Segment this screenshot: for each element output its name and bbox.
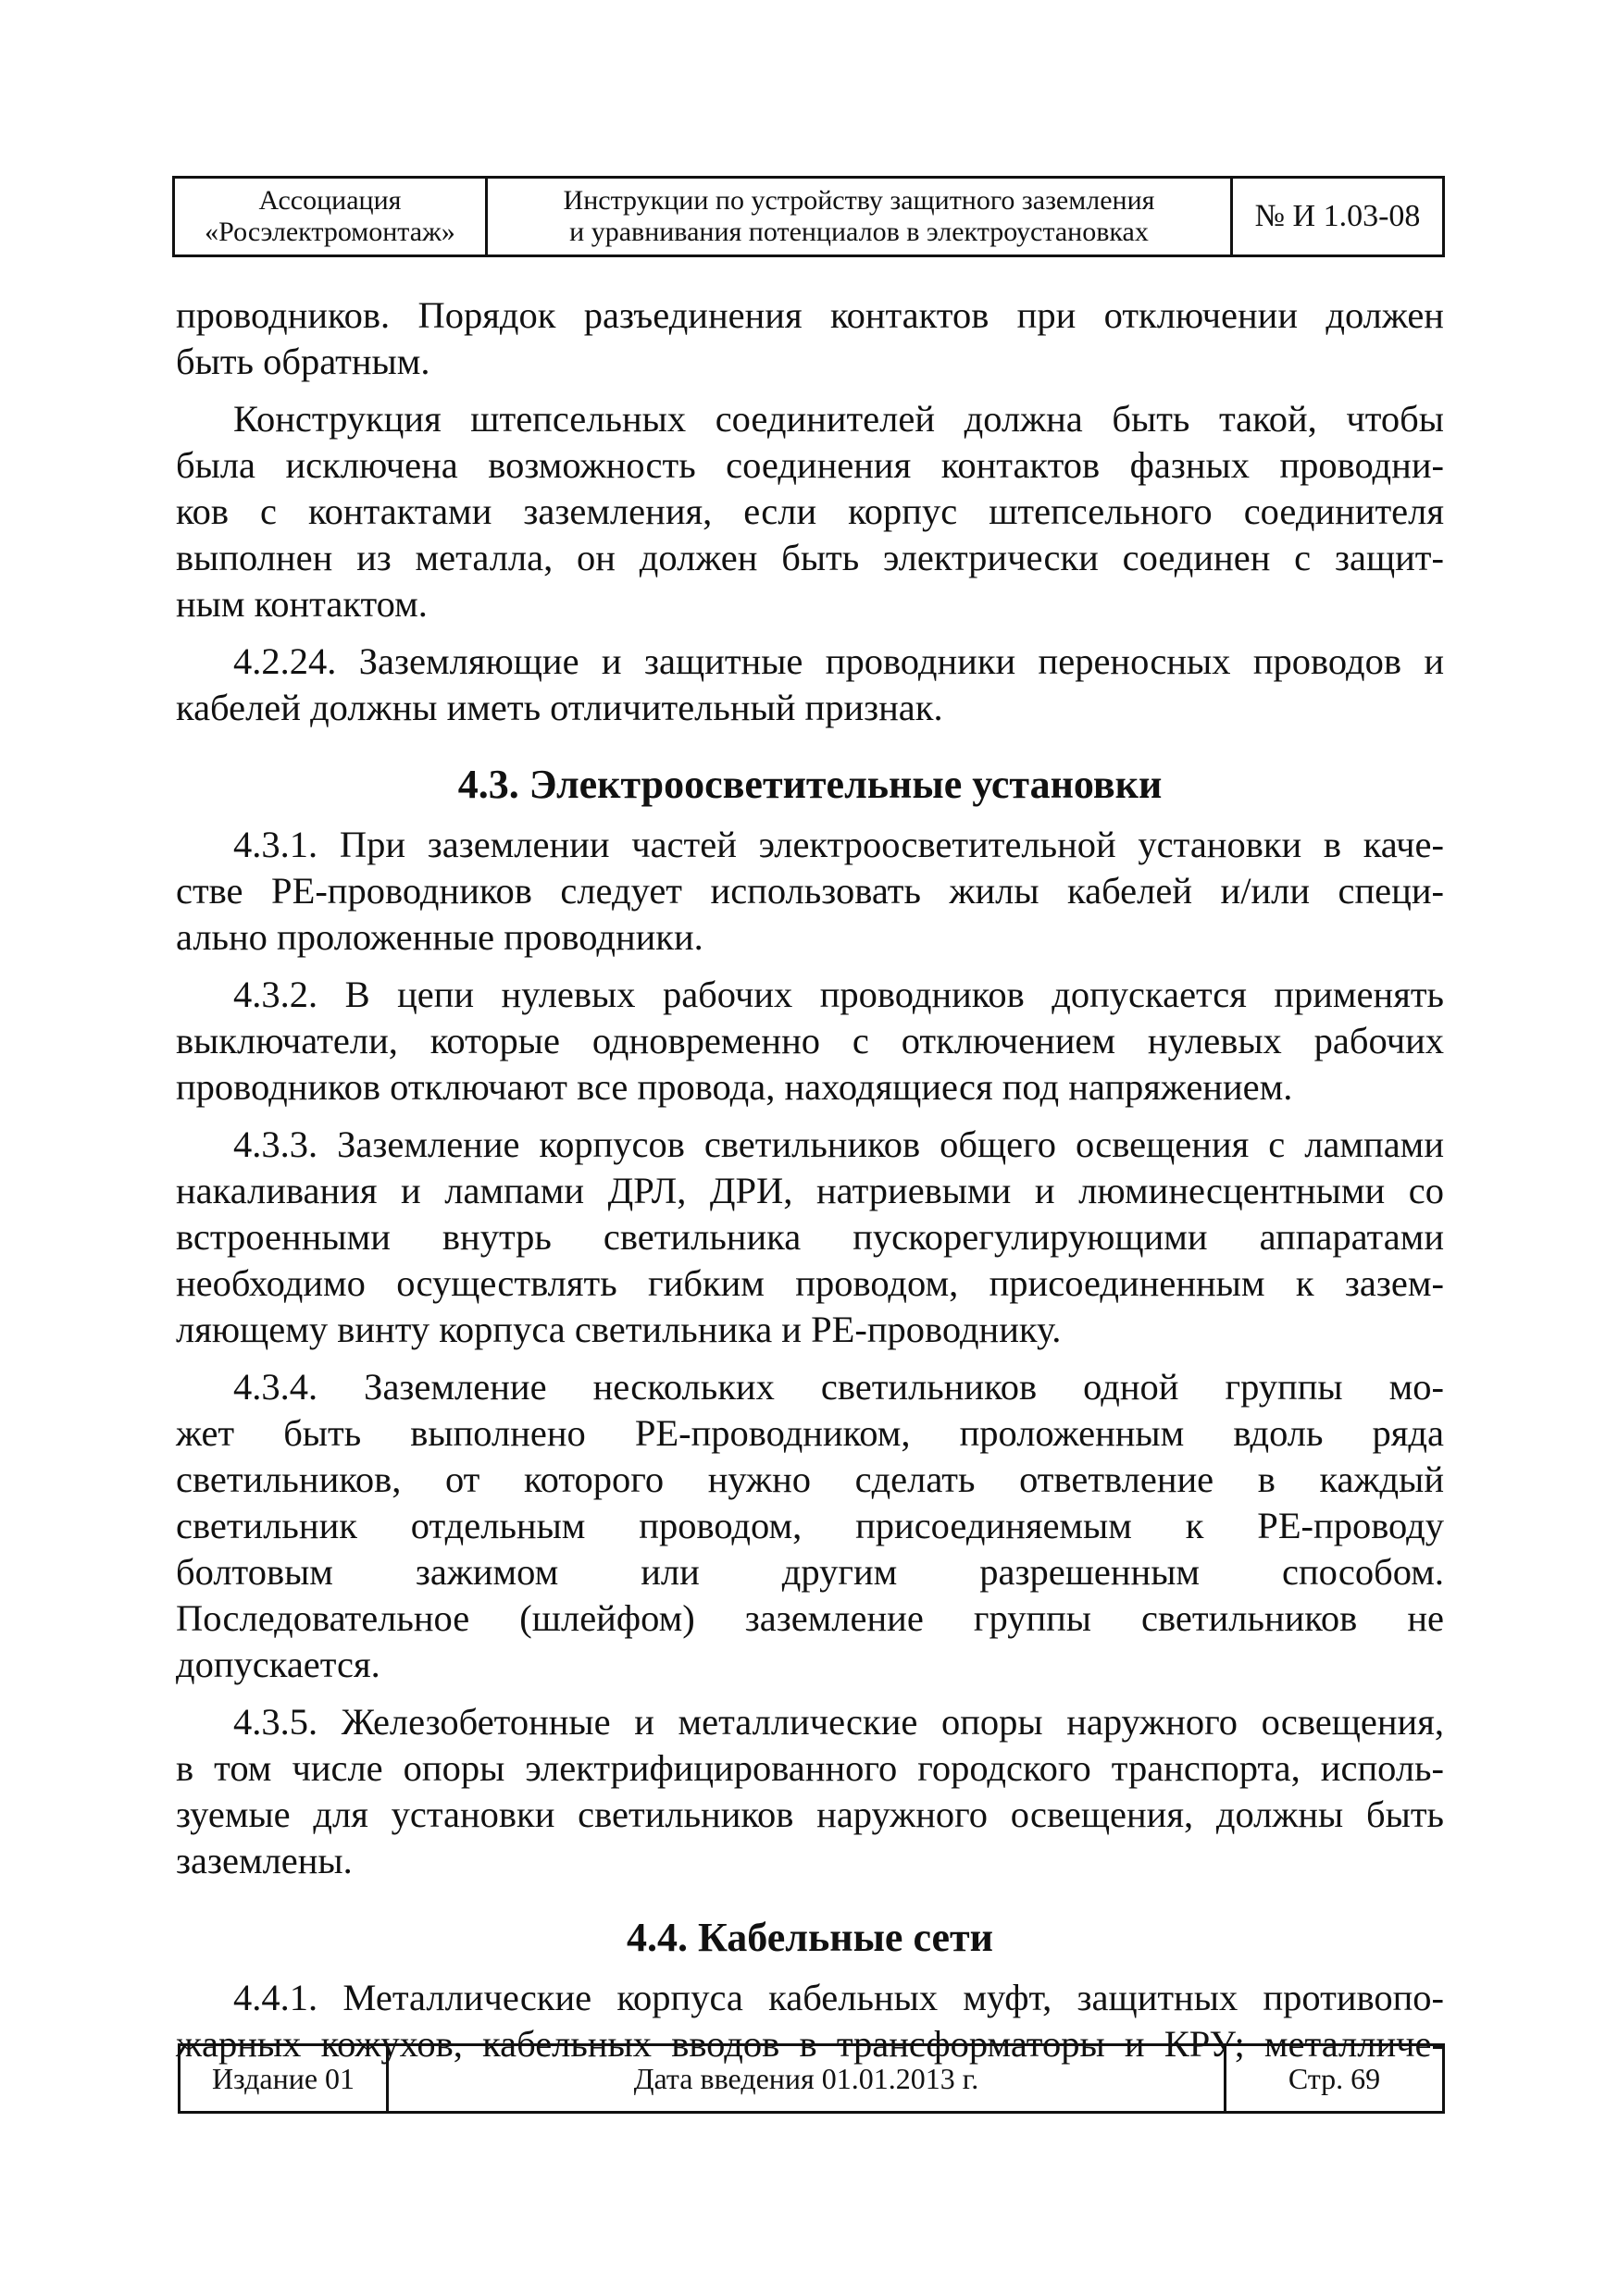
text-line: ным контактом. — [176, 583, 428, 625]
text-line: необходимо осуществлять гибким проводом, присоединенным к зазем- — [176, 1262, 1444, 1304]
text-line: ляющему винту корпуса светильника и PE-проводнику. — [176, 1309, 1062, 1350]
text-line: кабелей должны иметь отличительный признак. — [176, 687, 943, 728]
footer-table — [178, 2043, 1445, 2114]
header-document-title — [488, 179, 1233, 254]
text-line: ков с контактами заземления, если корпус штепсельного соединителя — [176, 490, 1444, 532]
paragraph-4-3-2 — [176, 972, 1444, 1111]
header-title-line2: и уравнивания потенциалов в электроустановках — [569, 217, 1149, 247]
paragraph-4-3-4 — [176, 1364, 1444, 1688]
header-organization — [175, 179, 488, 254]
document-body — [176, 292, 1444, 2067]
text-line: Конструкция штепсельных соединителей должна быть такой, чтобы — [233, 398, 1444, 440]
paragraph-plug-connectors — [176, 396, 1444, 627]
text-line: выполнен из металла, он должен быть электрически соединен с защит- — [176, 537, 1444, 578]
text-line: ально проложенные проводники. — [176, 916, 703, 958]
text-line: зуемые для установки светильников наружного освещения, должны быть — [176, 1793, 1444, 1835]
text-line: 4.3.1. При заземлении частей электроосветительной установки в каче- — [233, 824, 1444, 865]
text-line: встроенными внутрь светильника пускорегулирующими аппаратами — [176, 1216, 1444, 1258]
text-line: допускается. — [176, 1644, 380, 1685]
text-line: жарных кожухов, кабельных вводов в трансформаторы и КРУ; металличе- — [176, 2023, 1444, 2065]
section-heading-4-4: 4.4. Кабельные сети — [626, 1915, 994, 1960]
text-line: жет быть выполнено PE-проводником, проложенным вдоль ряда — [176, 1412, 1444, 1454]
text-line: болтовым зажимом или другим разрешенным способом. — [176, 1551, 1444, 1593]
text-line: заземлены. — [176, 1840, 353, 1881]
paragraph-4-2-24 — [176, 639, 1444, 731]
header-org-line2: «Росэлектромонтаж» — [205, 217, 455, 247]
text-line: 4.3.5. Железобетонные и металлические опоры наружного освещения, — [233, 1701, 1444, 1743]
paragraph-4-3-1 — [176, 822, 1444, 961]
header-table — [172, 176, 1445, 257]
text-line: светильников, от которого нужно сделать ответвление в каждый — [176, 1458, 1444, 1500]
text-line: 4.3.4. Заземление нескольких светильников одной группы мо- — [233, 1366, 1444, 1408]
section-heading-4-3: 4.3. Электроосветительные установки — [457, 762, 1163, 807]
text-line: выключатели, которые одновременно с отключением нулевых рабочих — [176, 1020, 1444, 1061]
header-document-code — [1233, 179, 1442, 254]
text-line: быть обратным. — [176, 341, 430, 382]
text-line: проводников отключают все провода, находящиеся под напряжением. — [176, 1066, 1293, 1108]
text-line: 4.4.1. Металлические корпуса кабельных муфт, защитных противопо- — [233, 1977, 1444, 2018]
footer-edition: Издание 01 — [180, 2046, 389, 2111]
document-code: № И 1.03-08 — [1254, 199, 1421, 233]
text-line: проводников. Порядок разъединения контактов при отключении должен — [176, 294, 1444, 336]
text-line: Последовательное (шлейфом) заземление группы светильников не — [176, 1597, 1444, 1639]
text-line: была исключена возможность соединения контактов фазных проводни- — [176, 444, 1444, 486]
header-org-line1: Ассоциация — [258, 185, 402, 216]
paragraph-4-3-5 — [176, 1699, 1444, 1884]
text-line: накаливания и лампами ДРЛ, ДРИ, натриевыми и люминесцентными со — [176, 1170, 1444, 1211]
paragraph-continuation — [176, 292, 1444, 385]
text-line: 4.3.2. В цепи нулевых рабочих проводников допускается применять — [233, 974, 1444, 1015]
text-line: светильник отдельным проводом, присоединяемым к PE-проводу — [176, 1505, 1444, 1546]
text-line: 4.3.3. Заземление корпусов светильников общего освещения с лампами — [233, 1123, 1444, 1165]
text-line: 4.2.24. Заземляющие и защитные проводники переносных проводов и — [233, 640, 1444, 682]
text-line: в том числе опоры электрифицированного городского транспорта, исполь- — [176, 1747, 1444, 1789]
footer-effective-date: Дата введения 01.01.2013 г. — [389, 2046, 1226, 2111]
paragraph-4-3-3 — [176, 1122, 1444, 1353]
header-title-line1: Инструкции по устройству защитного заземления — [563, 185, 1155, 216]
footer-page-number: Стр. 69 — [1288, 2061, 1381, 2095]
text-line: стве PE-проводников следует использовать жилы кабелей и/или специ- — [176, 870, 1444, 912]
